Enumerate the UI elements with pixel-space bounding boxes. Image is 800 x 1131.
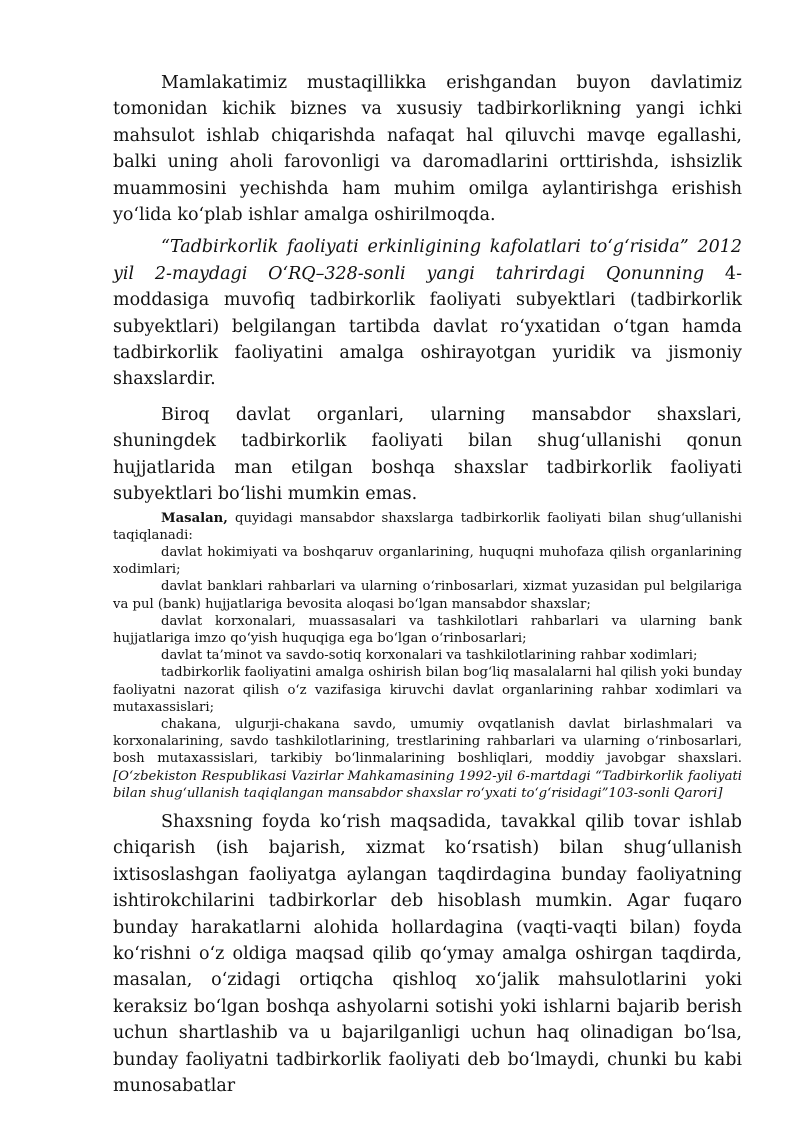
list-item: davlat korxonalari, muassasalari va tashkilotlari rahbarlari va ularning bank hujjatlariga imzo qo‘yish huquqiga ega bo‘lgan o‘rinbosarlari; [113, 613, 742, 646]
law-title: “Tadbirkorlik faoliyati erkinligining kafolatlari to‘g‘risida” 2012 yil 2-maydagi O‘RQ–328-sonli yangi tahrirdagi Qonunning [113, 237, 742, 284]
list-item-last [113, 716, 742, 802]
example-bold-label: Masalan, [161, 510, 228, 526]
paragraph-definition [113, 809, 742, 1099]
paragraph-intro [113, 70, 742, 228]
paragraph-definition-text: Shaxsning foyda ko‘rish maqsadida, tavakkal qilib tovar ishlab chiqarish (ish bajarish, xizmat ko‘rsatish) bilan shug‘ullanish ixtisoslashgan faoliyatga aylangan taqdirdagina bunday faoliyatning ishtirokchilarini tadbirkorlar deb hisoblash mumkin. Agar fuqaro bunday harakatlarni alohida hollardagina (vaqti-vaqti bilan) foyda ko‘rishni o‘z oldiga maqsad qilib qo‘ymay amalga oshirgan taqdirda, masalan, o‘zidagi ortiqcha qishloq xo‘jalik mahsulotlarini yoki keraksiz bo‘lgan boshqa ashyolarni sotishi yoki ishlarni bajarib berish uchun shartlashib va u bajarilganligi uchun haq olinadigan bo‘lsa, bunday faoliyatni tadbirkorlik faoliyati deb bo‘lmaydi, chunki bu kabi munosabatlar [113, 811, 742, 1097]
example-list [113, 510, 742, 802]
example-intro-text: quyidagi mansabdor shaxslarga tadbirkorlik faoliyati bilan shug‘ullanishi taqiqlanadi: [113, 510, 742, 543]
law-reference-text: 4-moddasiga muvofiq tadbirkorlik faoliyati subyektlari (tadbirkorlik subyektlari) belgilangan tartibda davlat ro‘yxatidan o‘tgan hamda tadbirkorlik faoliyatini amalga oshirayotgan yuridik va jismoniy shaxslardir. [113, 263, 742, 390]
citation: [O‘zbekiston Respublikasi Vazirlar Mahkamasining 1992-yil 6-martdagi “Tadbirkorlik faoliyati bilan shug‘ullanish taqiqlangan mansabdor shaxslar ro‘yxati to‘g‘risidagi”103-sonli Qarori] [113, 768, 742, 801]
document-page [113, 58, 742, 1099]
paragraph-intro-text: Mamlakatimiz mustaqillikka erishgandan buyon davlatimiz tomonidan kichik biznes va xususiy tadbirkorlikning yangi ichki mahsulot ishlab chiqarishda nafaqat hal qiluvchi mavqe egallashi, balki uning aholi farovonligi va daromadlarini orttirishda, ishsizlik muammosini yechishda ham muhim omilga aylantirishga erishish yo‘lida ko‘plab ishlar amalga oshirilmoqda. [113, 73, 742, 226]
list-item: davlat banklari rahbarlari va ularning o‘rinbosarlari, xizmat yuzasidan pul belgilariga va pul (bank) hujjatlariga bevosita aloqasi bo‘lgan mansabdor shaxslar; [113, 579, 742, 612]
paragraph-law-reference [113, 234, 742, 392]
list-item-last-text: chakana, ulgurji-chakana savdo, umumiy ovqatlanish davlat birlashmalari va korxonalarining, savdo tashkilotlarining, trestlarining rahbarlari va ularning o‘rinbosarlari, bosh mutaxassislari, tarkibiy bo‘linmalarining boshliqlari, moddiy javobgar shaxslari. [113, 716, 742, 767]
paragraph-restriction [113, 402, 742, 508]
example-intro [113, 510, 742, 544]
list-item: tadbirkorlik faoliyatini amalga oshirish bilan bog‘liq masalalarni hal qilish yoki bunday faoliyatni nazorat qilish o‘z vazifasiga kiruvchi davlat organlarining rahbar xodimlari va mutaxassislari; [113, 665, 742, 715]
list-item: davlat hokimiyati va boshqaruv organlarining, huquqni muhofaza qilish organlarining xodimlari; [113, 544, 742, 578]
paragraph-restriction-text: Biroq davlat organlari, ularning mansabdor shaxslari, shuningdek tadbirkorlik faoliyati bilan shug‘ullanishi qonun hujjatlarida man etilgan boshqa shaxslar tadbirkorlik faoliyati subyektlari bo‘lishi mumkin emas. [113, 404, 742, 505]
list-item: davlat ta’minot va savdo-sotiq korxonalari va tashkilotlarining rahbar xodimlari; [161, 648, 698, 664]
